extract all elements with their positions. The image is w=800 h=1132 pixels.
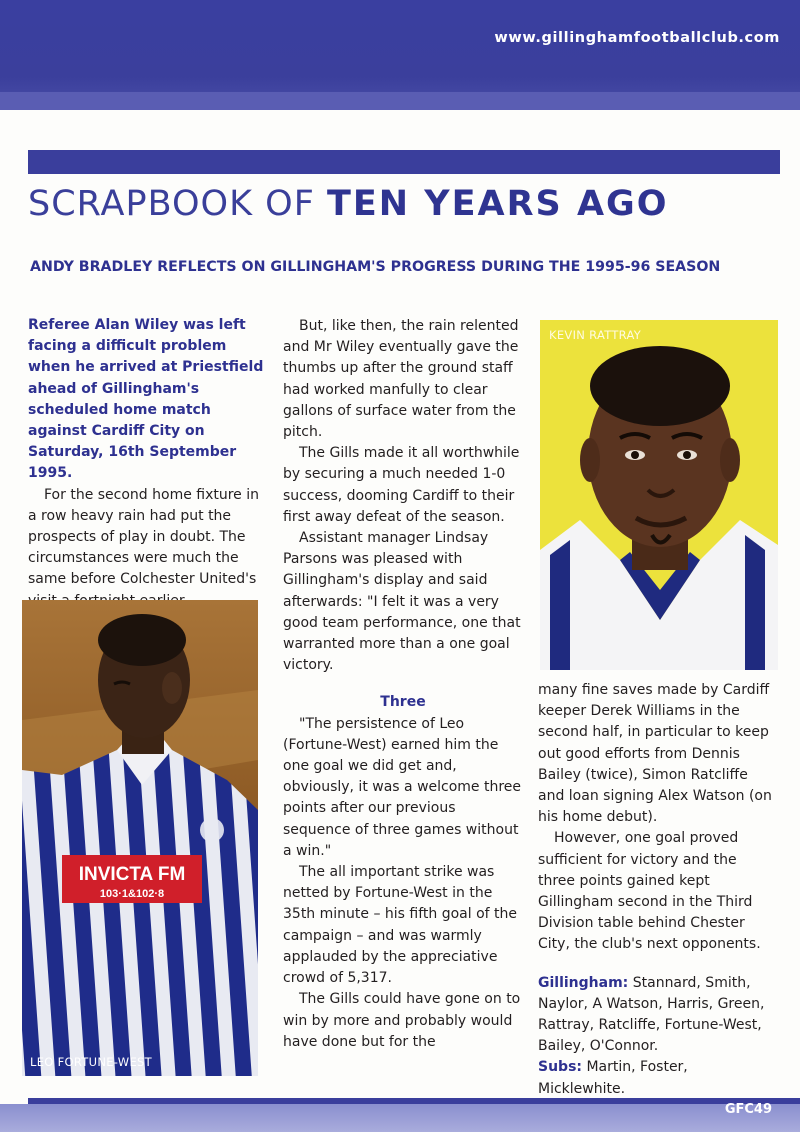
- standfirst: ANDY BRADLEY REFLECTS ON GILLINGHAM'S PROGRESS DURING THE 1995-96 SEASON: [30, 259, 721, 275]
- player-photo-leo: [22, 600, 258, 1076]
- page-number: GFC49: [724, 1102, 772, 1117]
- paragraph: The Gills could have gone on to win by more and probably would have done but for the: [283, 991, 521, 1050]
- title-light: SCRAPBOOK OF: [28, 184, 315, 224]
- team-subs: [538, 1057, 776, 1099]
- paragraph: But, like then, the rain relented and Mr Wiley eventually gave the thumbs up after the ground staff had worked manfully to clear gallons of surface water from the pitch.: [283, 318, 519, 441]
- paragraph: The all important strike was netted by Fortune-West in the 35th minute – his fifth goal of the campaign – and was warmly applauded by the appreciative crowd of 5,317.: [283, 864, 518, 987]
- photo-caption-kevin: KEVIN RATTRAY: [549, 328, 642, 342]
- paragraph: The Gills made it all worthwhile by securing a much needed 1-0 success, dooming Cardiff to their first away defeat of the season.: [283, 445, 520, 525]
- article-column-2: [283, 316, 523, 1053]
- photo-caption-leo: LEO FORTUNE-WEST: [30, 1055, 152, 1069]
- subs-label: Subs:: [538, 1059, 583, 1076]
- player-photo-kevin: [540, 320, 778, 670]
- team-lineup: [538, 973, 776, 1058]
- footer-band: [0, 1104, 800, 1132]
- page-title: [28, 182, 669, 226]
- paragraph: Assistant manager Lindsay Parsons was pleased with Gillingham's display and said afterwards: "I felt it was a very good team performance, one that warranted more than a one goal victory.: [283, 530, 521, 674]
- crosshead: Three: [380, 694, 426, 711]
- paragraph: "The persistence of Leo (Fortune-West) earned him the one goal we did get and, obviously, it was a welcome three points after our previous sequence of three games without a win.": [283, 715, 522, 859]
- title-rule: [28, 150, 780, 174]
- header-band-shade: [0, 92, 800, 110]
- paragraph: For the second home fixture in a row heavy rain had put the prospects of play in doubt. The circumstances were much the same before Colchester United's: [28, 486, 260, 588]
- paragraph: many fine saves made by Cardiff keeper Derek Williams in the second half, in particular to keep out good efforts from Dennis Bailey (twice), Simon Ratcliffe and loan signing Alex Watson (on his home debut).: [538, 682, 772, 826]
- photo-kevin-rattray: [540, 320, 778, 670]
- shirt-sponsor-text: INVICTA FM: [78, 864, 186, 885]
- header-band: [0, 0, 800, 110]
- club-website-url: www.gillinghamfootballclub.com: [494, 30, 780, 46]
- lineup-players: Stannard, Smith, Naylor, A Watson, Harris, Green, Rattray, Ratcliffe, Fortune-West, Bailey, O'Connor.: [538, 974, 765, 1055]
- photo-leo-fortune-west: [22, 600, 258, 1076]
- article-column-3: [538, 680, 776, 1100]
- article-column-1: [28, 315, 264, 612]
- shirt-frequency-text: 103·1&102·8: [99, 888, 165, 900]
- lead-paragraph: Referee Alan Wiley was left facing a difficult problem when he arrived at Priestfield ahead of Gillingham's scheduled home match against Cardiff City on Saturday, 16th September 1995.: [28, 317, 264, 482]
- paragraph: However, one goal proved sufficient for victory and the three points gained kept Gillingham second in the Third Division table behind Chester City, the club's next opponents.: [538, 830, 761, 953]
- subs-players: Martin, Foster, Micklewhite.: [538, 1059, 688, 1097]
- lineup-label: Gillingham:: [538, 974, 629, 991]
- title-bold: TEN YEARS AGO: [327, 184, 669, 224]
